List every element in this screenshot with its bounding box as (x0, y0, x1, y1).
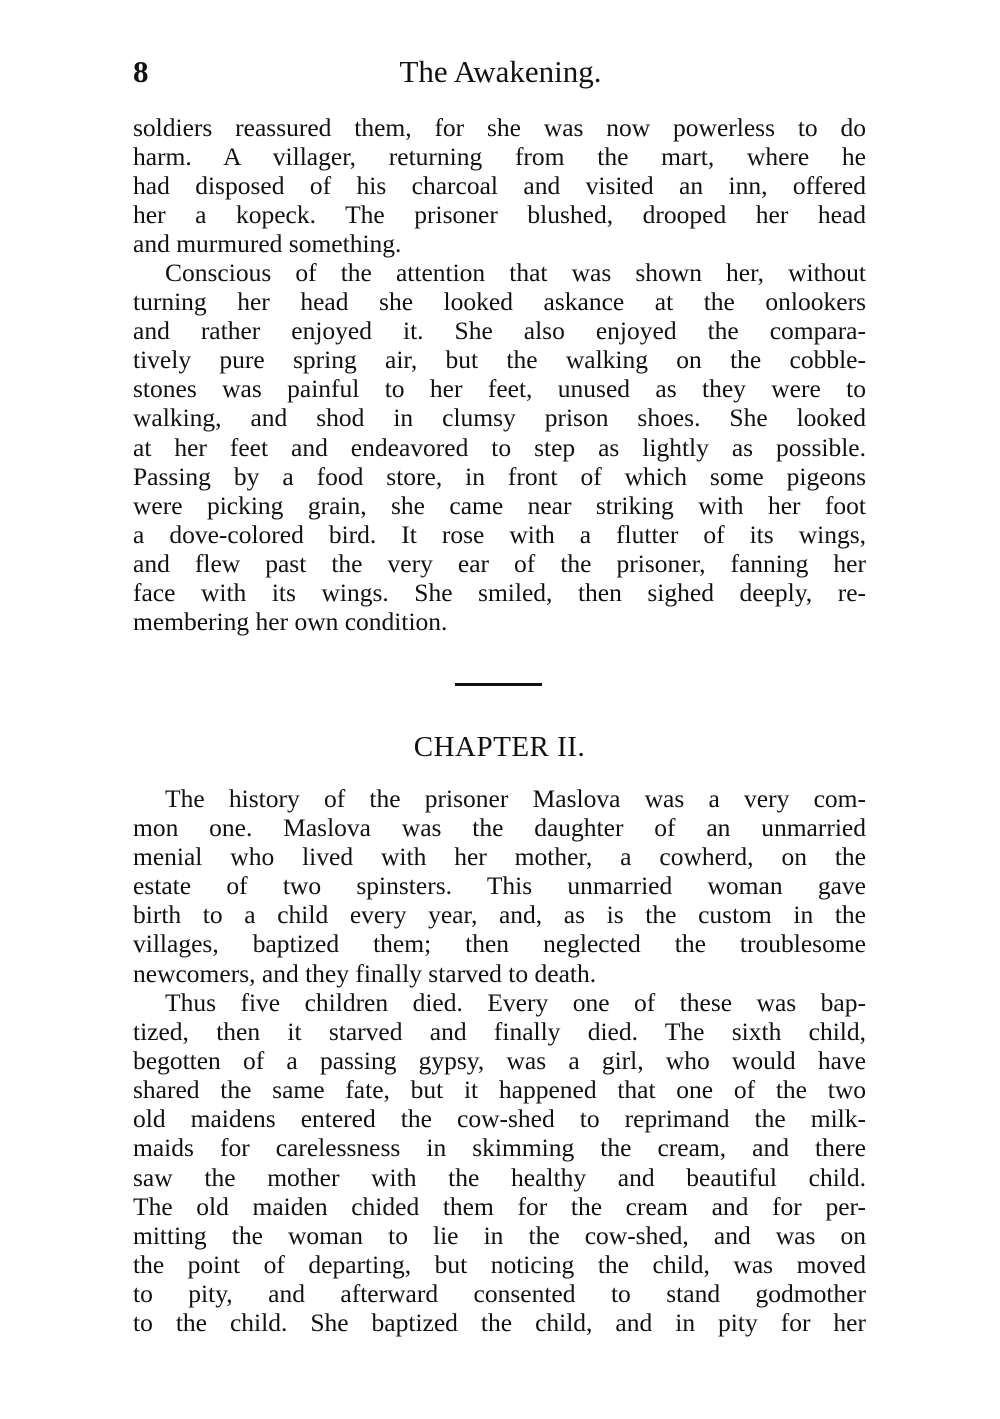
text-line: were picking grain, she came near striking with her foot (133, 490, 866, 520)
paragraph-text (133, 988, 866, 1337)
text-line: tized, then it starved and finally died. The sixth child, (133, 1017, 866, 1047)
text-line: harm. A villager, returning from the mart, where he (133, 142, 866, 172)
text-line: and rather enjoyed it. She also enjoyed the compara- (133, 316, 866, 346)
text-line: The old maiden chided them for the cream and for per- (133, 1191, 866, 1221)
text-line: menial who lived with her mother, a cowherd, on the (133, 842, 866, 872)
text-line: Passing by a food store, in front of which some pigeons (133, 461, 866, 491)
text-line: the point of departing, but noticing the child, was moved (133, 1249, 866, 1279)
text-line: mon one. Maslova was the daughter of an unmarried (133, 813, 866, 843)
text-line: tively pure spring air, but the walking on the cobble- (133, 345, 866, 375)
text-line: stones was painful to her feet, unused as they were to (133, 374, 866, 404)
text-line: Conscious of the attention that was shown her, without (165, 258, 866, 287)
section-divider (455, 683, 542, 686)
text-line: a dove-colored bird. It rose with a flutter of its wings, (133, 519, 866, 549)
text-line: and flew past the very ear of the prisoner, fanning her (133, 548, 866, 578)
page-header (133, 52, 868, 92)
paragraph-3 (133, 784, 866, 988)
text-line: shared the same fate, but it happened that one of the two (133, 1075, 866, 1105)
paragraph-2 (133, 258, 866, 636)
paragraph-text (133, 258, 866, 636)
text-line: Thus five children died. Every one of these was bap- (165, 988, 866, 1017)
text-line: saw the mother with the healthy and beautiful child. (133, 1162, 866, 1192)
text-line: her a kopeck. The prisoner blushed, drooped her head (133, 200, 866, 230)
running-head: The Awakening. (399, 54, 602, 89)
text-line: and murmured something. (133, 229, 402, 259)
paragraph-text (133, 113, 866, 258)
paragraph-1 (133, 113, 866, 258)
text-line: at her feet and endeavored to step as lightly as possible. (133, 432, 866, 462)
text-line: face with its wings. She smiled, then sighed deeply, re- (133, 578, 866, 608)
text-line: mitting the woman to lie in the cow-shed, and was on (133, 1220, 866, 1250)
text-line: maids for carelessness in skimming the cream, and there (133, 1133, 866, 1163)
text-line: to pity, and afterward consented to stand godmother (133, 1278, 866, 1308)
paragraph-4 (133, 988, 866, 1337)
text-line: walking, and shod in clumsy prison shoes. She looked (133, 403, 866, 433)
text-line: soldiers reassured them, for she was now powerless to do (133, 113, 866, 142)
text-line: birth to a child every year, and, as is the custom in the (133, 900, 866, 930)
text-line: had disposed of his charcoal and visited an inn, offered (133, 171, 866, 201)
text-line: The history of the prisoner Maslova was a very com- (165, 784, 866, 813)
text-line: membering her own condition. (133, 607, 448, 637)
chapter-heading: CHAPTER II. (413, 731, 586, 763)
text-line: villages, baptized them; then neglected the troublesome (133, 929, 866, 959)
text-line: old maidens entered the cow-shed to reprimand the milk- (133, 1104, 866, 1134)
text-line: to the child. She baptized the child, and in pity for her (133, 1308, 866, 1338)
text-line: newcomers, and they finally starved to death. (133, 958, 597, 988)
text-line: turning her head she looked askance at the onlookers (133, 287, 866, 317)
text-line: estate of two spinsters. This unmarried woman gave (133, 871, 866, 901)
paragraph-text (133, 784, 866, 988)
text-line: begotten of a passing gypsy, was a girl, who would have (133, 1046, 866, 1076)
page-number: 8 (133, 54, 149, 89)
